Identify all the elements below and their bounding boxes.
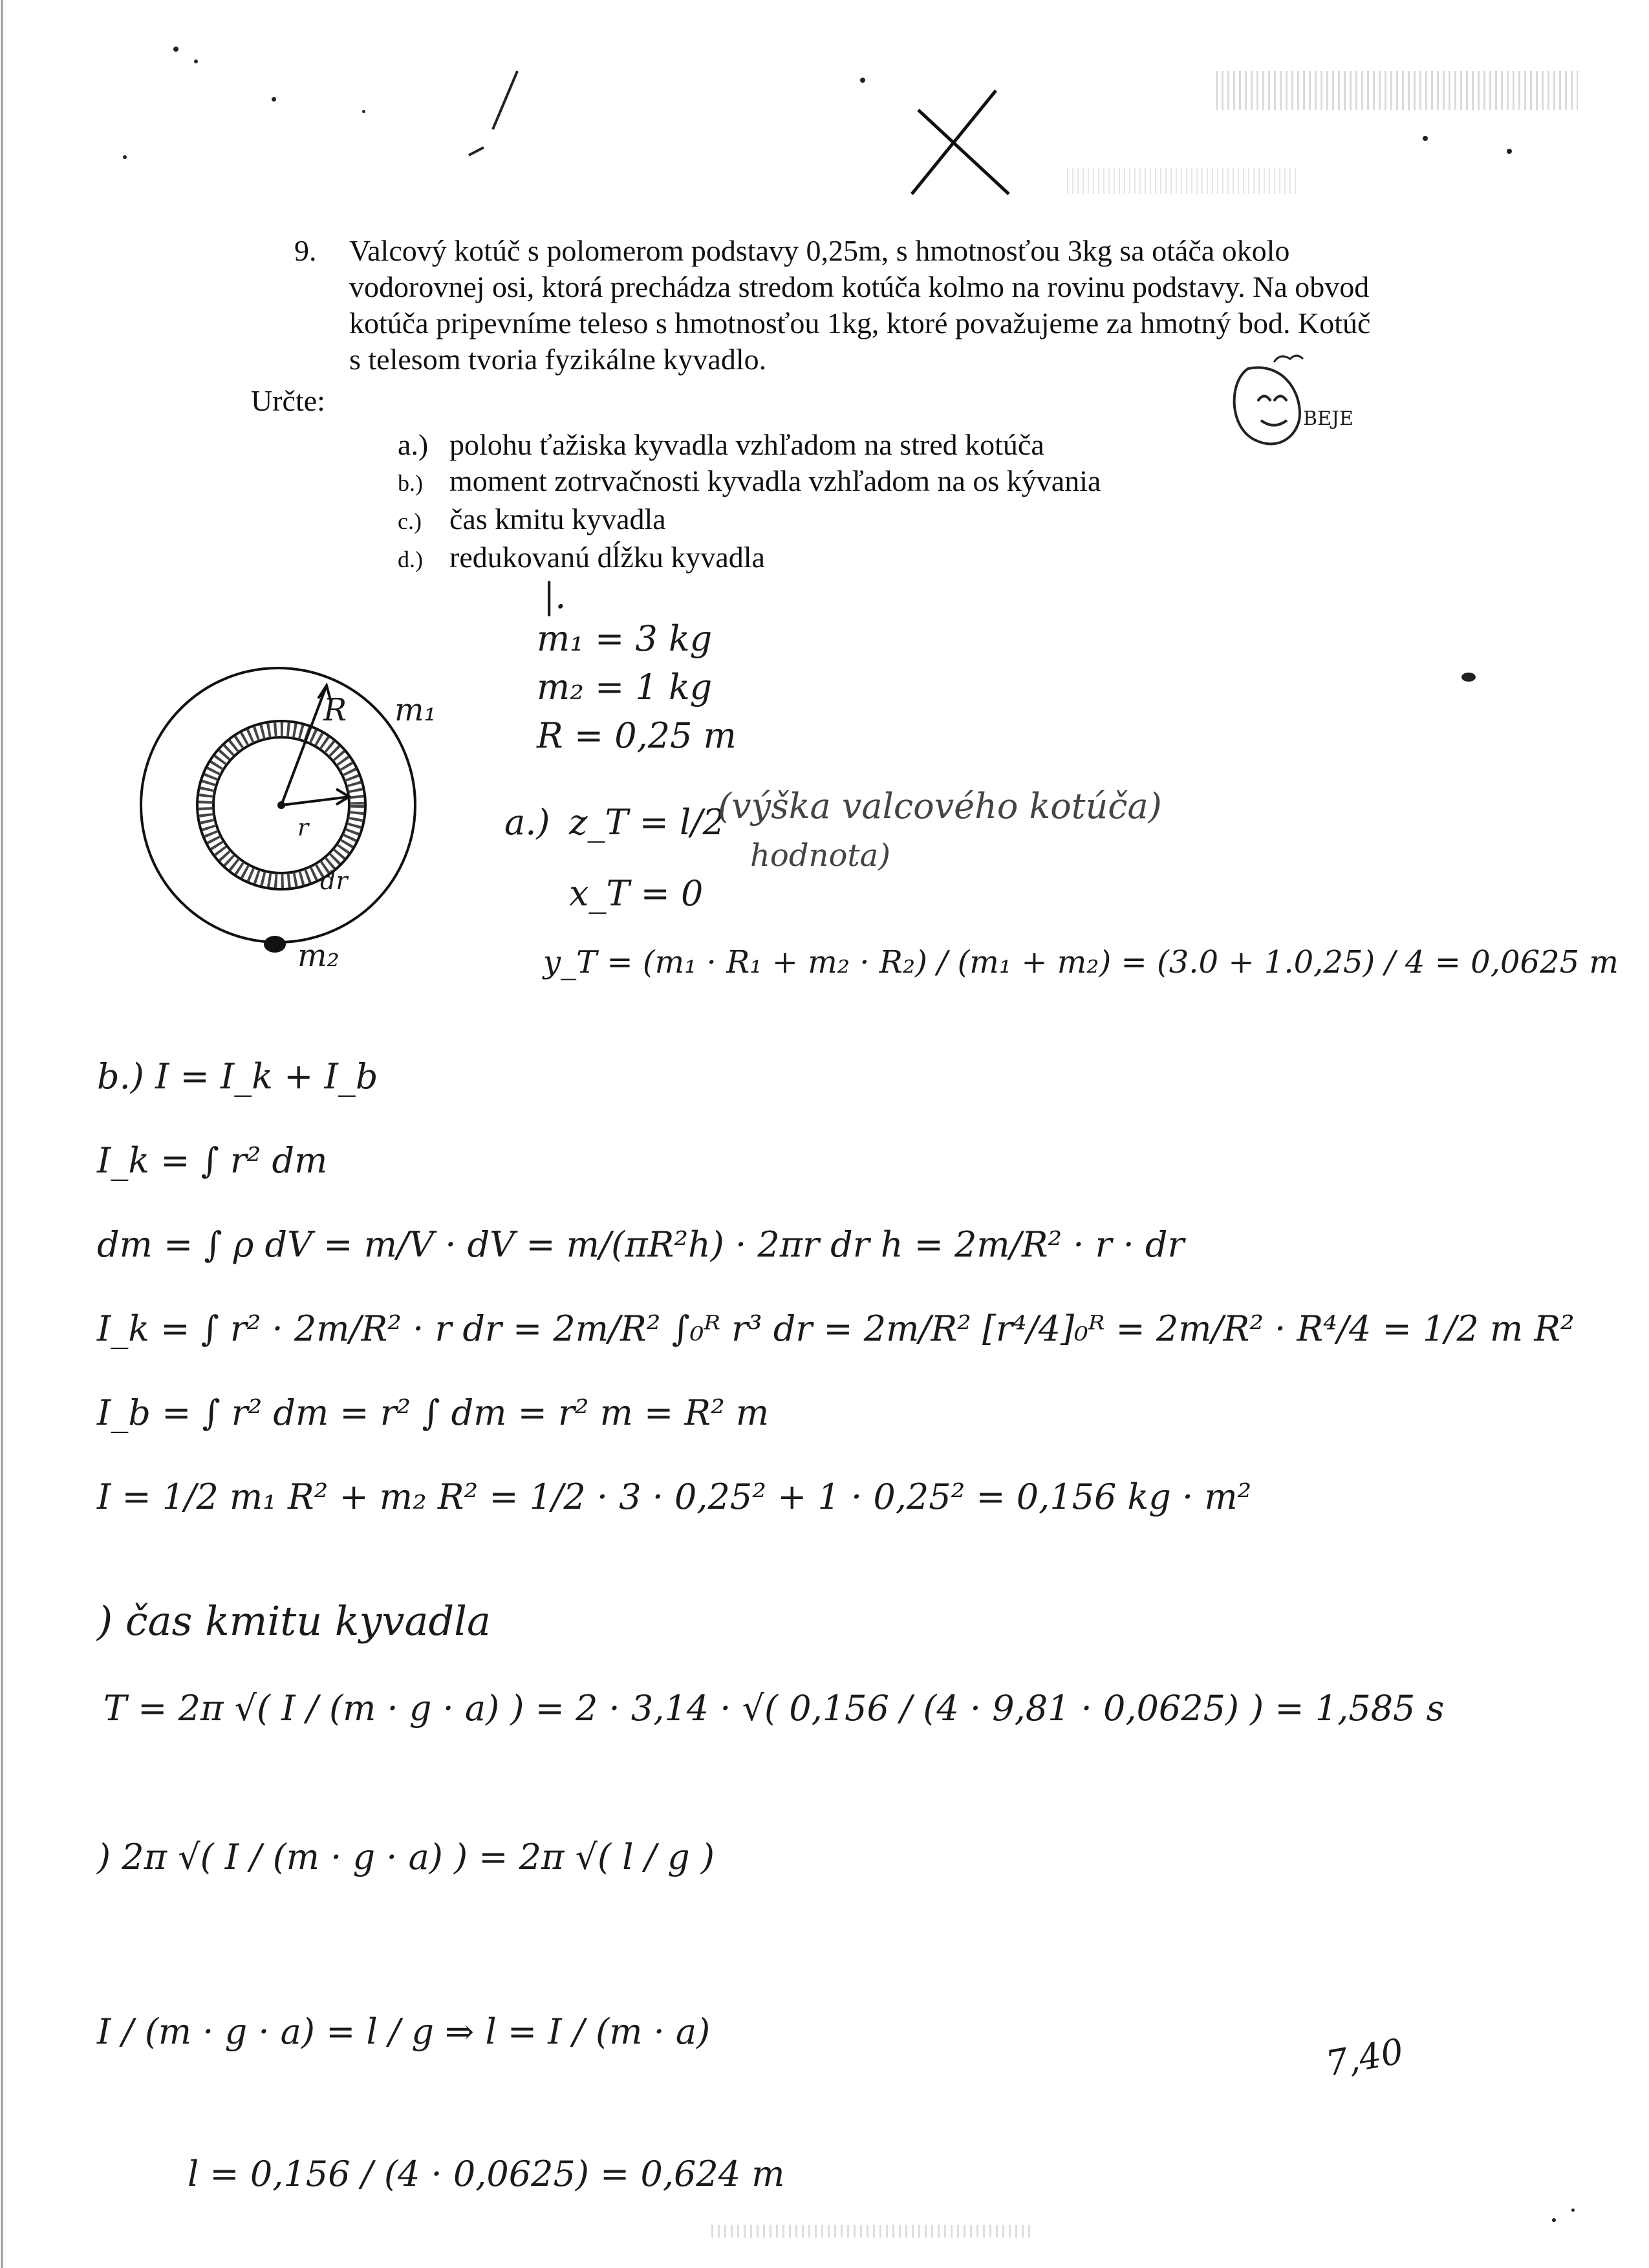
- part-b-line: I_k = ∫ r² dm: [97, 1140, 328, 1181]
- checkmark-icon: [469, 71, 517, 155]
- radius-arrow: [281, 686, 327, 805]
- part-b-line: I_b = ∫ r² dm = r² ∫ dm = r² m = R² m: [97, 1392, 770, 1433]
- task-label: d.): [398, 546, 423, 572]
- task-text: čas kmitu kyvadla: [449, 502, 666, 535]
- diagram-m2-label: m₂: [297, 938, 339, 974]
- part-b-line: dm = ∫ ρ dV = m/V · dV = m/(πR²h) · 2πr dr h = 2m/R² · r · dr: [97, 1224, 1185, 1265]
- task-item: [398, 539, 1101, 578]
- part-a-x: x_T = 0: [569, 873, 704, 914]
- score-mark: 7,40: [1322, 2031, 1406, 2084]
- part-b-line: I_k = ∫ r² · 2m/R² · r dr = 2m/R² ∫₀ᴿ r³ dr = 2m/R² [r⁴/4]₀ᴿ = 2m/R² · R⁴/4 = 1/2 m R²: [97, 1308, 1575, 1349]
- diagram-m1-label: m₁: [394, 692, 436, 728]
- problem-number: 9.: [294, 234, 317, 267]
- task-text: moment zotrvačnosti kyvadla vzhľadom na os kývania: [449, 464, 1101, 497]
- diagram-inner-label: r: [297, 815, 309, 841]
- part-b: [97, 1035, 1575, 1539]
- part-d-line: l = 0,156 / (4 · 0,0625) = 0,624 m: [188, 2154, 785, 2194]
- part-b-line: I = 1/2 m₁ R² + m₂ R² = 1/2 · 3 · 0,25² + 1 · 0,25² = 0,156 kg · m²: [97, 1476, 1252, 1517]
- scan-speck: [1552, 2218, 1556, 2222]
- part-c-title: ) čas kmitu kyvadla: [97, 1597, 491, 1645]
- task-item: [398, 463, 1101, 501]
- problem-line: vodorovnej osi, ktorá prechádza stredom kotúča kolmo na rovinu podstavy. Na obvod: [349, 270, 1370, 303]
- part-c-formula: T = 2π √( I / (m · g · a) ) = 2 · 3,14 · √( 0,156 / (4 · 9,81 · 0,0625) ) = 1,585 s: [103, 1688, 1445, 1729]
- part-d-line: I / (m · g · a) = l / g ⇒ l = I / (m · a): [97, 2011, 711, 2052]
- part-a-label: a.): [504, 802, 550, 843]
- problem-line: Valcový kotúč s polomerom podstavy 0,25m, s hmotnosťou 3kg sa otáča okolo: [349, 234, 1290, 267]
- diagram-dr-label: dr: [320, 867, 348, 895]
- diagram-r-label: R: [323, 692, 347, 728]
- task-label: c.): [398, 508, 422, 534]
- problem-line: kotúča pripevníme teleso s hmotnosťou 1kg, ktoré považujeme za hmotný bod. Kotúč: [349, 307, 1371, 340]
- given-m1: m₁ = 3 kg: [537, 618, 713, 659]
- task-text: redukovanú dĺžku kyvadla: [449, 541, 765, 574]
- task-text: polohu ťažiska kyvadla vzhľadom na stred kotúča: [449, 428, 1044, 461]
- part-a-y: y_T = (m₁ · R₁ + m₂ · R₂) / (m₁ + m₂) = (3.0 + 1.0,25) / 4 = 0,0625 m: [543, 944, 1619, 980]
- problem-line: s telesom tvoria fyzikálne kyvadlo.: [349, 343, 767, 376]
- tick-mark: |.: [543, 576, 566, 616]
- given-r: R = 0,25 m: [537, 715, 737, 756]
- task-item: [398, 501, 1101, 539]
- part-a-z: z_T = l/2: [569, 802, 725, 843]
- part-a-note2: hodnota): [750, 837, 890, 874]
- task-list: [398, 427, 1101, 578]
- given-m2: m₂ = 1 kg: [537, 667, 713, 707]
- part-b-line: b.) I = I_k + I_b: [97, 1056, 378, 1097]
- task-label: b.): [398, 470, 423, 496]
- task-item: [398, 427, 1101, 463]
- scan-noise: [711, 2225, 1035, 2238]
- task-label: a.): [398, 428, 429, 461]
- given-values: [537, 614, 737, 760]
- point-mass: [264, 936, 286, 953]
- part-d-line: ) 2π √( I / (m · g · a) ) = 2π √( l / g ): [97, 1837, 715, 1877]
- prompt-label: Určte:: [251, 384, 325, 417]
- badge-text: BEJE: [1303, 407, 1353, 430]
- scan-speck: [1571, 2209, 1575, 2212]
- part-a-note: (výška valcového kotúča): [718, 786, 1162, 826]
- cross-mark-icon: [912, 91, 1009, 194]
